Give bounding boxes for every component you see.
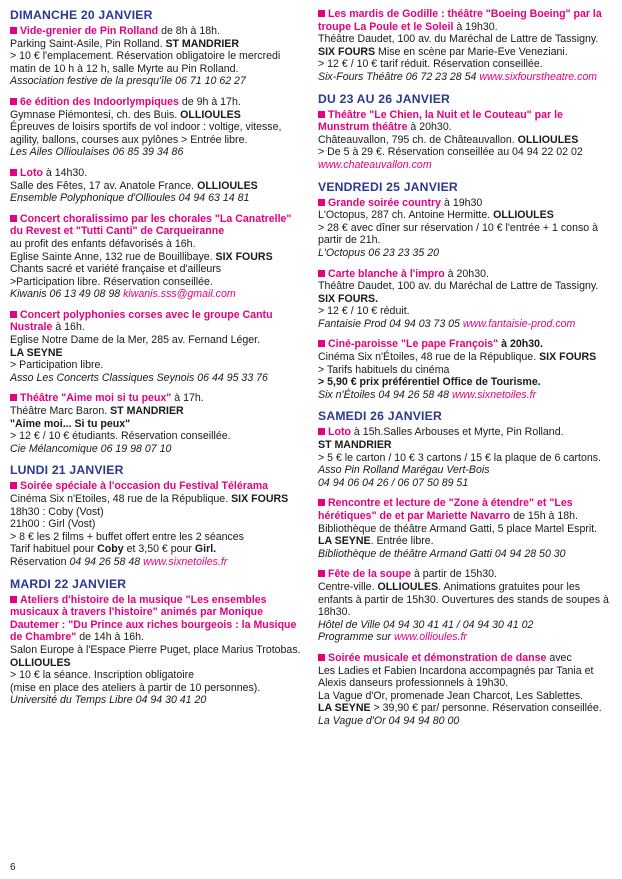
town-name: ST MANDRIER: [110, 405, 184, 418]
organizer-contact: Association festive de la presqu'île 06 71 10 62 27: [10, 75, 246, 88]
event-title: Soirée spéciale à l'occasion du Festival Télérama: [20, 480, 269, 493]
website-link[interactable]: www.chateauvallon.com: [318, 158, 432, 171]
event-title: Théâtre "Le Chien, la Nuit et le Couteau" par le Munstrum théâtre: [318, 108, 563, 134]
website-link[interactable]: www.sixfourstheatre.com: [479, 70, 598, 83]
square-bullet-icon: [10, 169, 17, 176]
event-fete-soupe: Fête de la soupe à partir de 15h30. Centre-ville. OLLIOULES. Animations gratuites pour les enfants à partir de 15h30. Ouvertures des stands de soupes à 18h30. Hôtel de Ville 04 94 30 41 41 / 04 94 30 41 02 Programme sur www.ollioules.fr: [318, 568, 616, 644]
organizer-contact: Ensemble Polyphonique d'Ollioules 04 94 63 14 81: [10, 192, 250, 205]
town-name: SIX FOURS: [231, 493, 289, 505]
organizer-contact: La Vague d'Or 04 94 94 80 00: [318, 714, 460, 727]
town-name: SIX FOURS.: [318, 292, 379, 305]
event-title: Fête de la soupe: [328, 568, 412, 581]
square-bullet-icon: [10, 482, 17, 489]
event-title: Concert polyphonies corses avec le groupe Cantu Nustrale: [10, 308, 273, 334]
square-bullet-icon: [318, 428, 325, 435]
website-link[interactable]: www.sixnetoiles.fr: [143, 555, 228, 568]
organizer-contact: Cie Mélancomique 06 19 98 07 10: [10, 442, 172, 455]
day-heading: DU 23 AU 26 JANVIER: [318, 91, 451, 106]
town-name: OLLIOULES: [197, 179, 258, 192]
event-concert-polyphonies: Concert polyphonies corses avec le groupe Cantu Nustrale à 16h. Eglise Notre Dame de la Mer, 285 av. Fernand Léger. LA SEYNE > Participation libre. Asso Les Concerts Classiques Seynois 06 44 95 33 76: [10, 309, 306, 385]
day-heading: VENDREDI 25 JANVIER: [318, 179, 458, 194]
square-bullet-icon: [318, 654, 325, 661]
town-name: OLLIOULES: [493, 209, 554, 222]
square-bullet-icon: [10, 311, 17, 318]
organizer-contact: Asso Les Concerts Classiques Seynois 06 44 95 33 76: [10, 371, 268, 384]
town-name: ST MANDRIER: [165, 37, 240, 50]
event-indoorlympiques: 6e édition des Indoorlympiques de 9h à 17h. Gymnase Piémontesi, ch. des Buis. OLLIOULES Épreuves de loisirs sportifs de vol indoor : voltige, vitesse, agility, ballons, courses aux pylônes > Entrée libre. Les Ailes Ollioulaises 06 85 39 34 86: [10, 96, 306, 159]
right-column: [318, 8, 616, 736]
event-theatre-le-chien: Théâtre "Le Chien, la Nuit et le Couteau" par le Munstrum théâtre à 20h30. Châteauvallon, 795 ch. de Châteauvallon. OLLIOULES > De 5 à 29 €. Réservation conseillée au 04 94 22 02 02 www.chateauvallon.com: [318, 109, 616, 172]
square-bullet-icon: [318, 570, 325, 577]
event-title: Grande soirée country: [328, 196, 442, 209]
event-carte-blanche-impro: Carte blanche à l'impro à 20h30. Théâtre Daudet, 100 av. du Maréchal de Lattre de Tassigny. SIX FOURS. > 12 € / 10 € réduit. Fantaisie Prod 04 94 03 73 05 www.fantaisie-prod.com: [318, 268, 616, 331]
town-name: OLLIOULES: [10, 656, 71, 669]
day-heading: MARDI 22 JANVIER: [10, 576, 127, 591]
event-theatre-aime-moi: Théâtre "Aime moi si tu peux" à 17h. Théâtre Marc Baron. ST MANDRIER "Aime moi... Si tu peux" > 12 € / 10 € étudiants. Réservation conseillée. Cie Mélancomique 06 19 98 07 10: [10, 392, 306, 455]
organizer-contact: Les Ailes Ollioulaises 06 85 39 34 86: [10, 146, 184, 159]
town-name: LA SEYNE: [10, 346, 63, 359]
event-title: Vide-grenier de Pin Rolland: [20, 25, 159, 37]
event-title: Théâtre "Aime moi si tu peux": [20, 392, 172, 405]
square-bullet-icon: [318, 10, 325, 17]
event-soiree-country: Grande soirée country à 19h30 L'Octopus, 287 ch. Antoine Hermitte. OLLIOULES > 28 € avec dîner sur réservation / 10 € l'entrée + 1 conso à partir de 21h. L'Octopus 06 23 23 35 20: [318, 197, 616, 260]
event-title: Loto: [328, 426, 351, 439]
square-bullet-icon: [10, 215, 17, 222]
event-title: Concert choralissimo par les chorales "La Canatrelle" du Revest et "Tutti Canti" de Carqueiranne: [10, 212, 292, 238]
square-bullet-icon: [10, 27, 17, 34]
square-bullet-icon: [318, 499, 325, 506]
event-title: Ciné-paroisse "Le pape François": [328, 338, 499, 351]
website-link[interactable]: www.fantaisie-prod.com: [462, 317, 576, 330]
day-heading: SAMEDI 26 JANVIER: [318, 409, 442, 424]
organizer-contact: Université du Temps Libre 04 94 30 41 20: [10, 694, 207, 707]
event-soiree-telerama: Soirée spéciale à l'occasion du Festival Télérama Cinéma Six n'Etoiles, 48 rue de la République. SIX FOURS 18h30 : Coby (Vost) 21h00 : Girl (Vost) > 8 € les 2 films + buffet offert entre les 2 séances Tarif habituel pour Coby et 3,50 € pour Girl. Réservation 04 94 26 58 48 www.sixnetoiles.fr: [10, 480, 289, 568]
organizer-contact: Six-Fours Théâtre 06 72 23 28 54: [318, 70, 480, 83]
event-concert-choralissimo: Concert choralissimo par les chorales "La Canatrelle" du Revest et "Tutti Canti" de Carqueiranne au profit des enfants défavorisés à 16h. Eglise Sainte Anne, 132 rue de Bouillibaye. SIX FOURS Chants sacré et variété française et d'ailleurs >Participation libre. Réservation conseillée. Kiwanis 06 13 49 08 98 kiwanis.sss@gmail.com: [10, 213, 306, 301]
event-title: Carte blanche à l'impro: [328, 267, 445, 280]
event-title: Les mardis de Godille : théâtre "Boeing Boeing" par la troupe La Poule et le Soleil: [318, 8, 602, 33]
square-bullet-icon: [318, 199, 325, 206]
event-soiree-musicale: Soirée musicale et démonstration de danse avec Les Ladies et Fabien Incardona accompagnés par Tania et Alexis danseurs professionnels à 19h30. La Vague d'Or, promenade Jean Charcot, Les Sablettes. LA SEYNE > 39,90 € par/ personne. Réservation conseillée. La Vague d'Or 04 94 94 80 00: [318, 652, 616, 728]
organizer-contact: Bibliothèque de théâtre Armand Gatti 04 94 28 50 30: [318, 547, 566, 560]
organizer-contact: Six n'Étoiles 04 94 26 58 48: [318, 388, 452, 401]
organizer-contact: L'Octopus 06 23 23 35 20: [318, 246, 440, 259]
square-bullet-icon: [10, 98, 17, 105]
event-rencontre-lecture: Rencontre et lecture de "Zone à étendre" et "Les hérétiques" de et par Mariette Navarro de 15h à 18h. Bibliothèque de théâtre Armand Gatti, 5 place Martel Esprit. LA SEYNE. Entrée libre. Bibliothèque de théâtre Armand Gatti 04 94 28 50 30: [318, 497, 616, 560]
square-bullet-icon: [318, 111, 325, 118]
square-bullet-icon: [10, 394, 17, 401]
left-column: [10, 8, 306, 715]
organizer-contact: Hôtel de Ville 04 94 30 41 41 / 04 94 30 41 02: [318, 618, 534, 631]
town-name: SIX FOURS: [215, 250, 273, 263]
event-cine-paroisse: Ciné-paroisse "Le pape François" à 20h30. Cinéma Six n'Étoiles, 48 rue de la République. SIX FOURS > Tarifs habituels du cinéma > 5,90 € prix préférentiel Office de Tourisme. Six n'Étoiles 04 94 26 58 48 www.sixnetoiles.fr: [318, 338, 597, 401]
event-vide-grenier: Vide-grenier de Pin Rolland de 8h à 18h. Parking Saint-Asile, Pin Rolland. ST MANDRIER > 10 € l'emplacement. Réservation obligatoire le mercredi matin de 10 h à 12 h, salle Myrte au Pin Rolland. Association festive de la presqu'île 06 71 10 62 27: [10, 25, 306, 88]
town-name: OLLIOULES: [517, 133, 579, 146]
event-title: Ateliers d'histoire de la musique "Les ensembles musicaux à travers l'histoire" animés par Monique Dautemer : "Du Prince aux riches bourgeois : la Musique de Chambre": [10, 593, 297, 644]
town-name: LA SEYNE: [318, 702, 371, 715]
event-title: 6e édition des Indoorlympiques: [20, 95, 179, 108]
event-loto: Loto à 14h30. Salle des Fêtes, 17 av. Anatole France. OLLIOULES Ensemble Polyphonique d'Ollioules 04 94 63 14 81: [10, 167, 306, 205]
organizer-contact: 04 94 06 04 26 / 06 07 50 89 51: [318, 476, 469, 489]
town-name: OLLIOULES: [377, 580, 439, 593]
day-heading: DIMANCHE 20 JANVIER: [10, 8, 153, 22]
town-name: SIX FOURS: [539, 351, 597, 364]
event-mardis-godille: Les mardis de Godille : théâtre "Boeing Boeing" par la troupe La Poule et le Soleil à 19h30. Théâtre Daudet, 100 av. du Maréchal de Lattre de Tassigny. SIX FOURS Mise en scène par Marie-Eve Veneziani. > 12 € / 10 € tarif réduit. Réservation conseillée. Six-Fours Théâtre 06 72 23 28 54 www.sixfourstheatre.com: [318, 8, 602, 83]
town-name: ST MANDRIER: [318, 439, 392, 452]
square-bullet-icon: [318, 340, 325, 347]
town-name: SIX FOURS: [318, 45, 376, 58]
town-name: OLLIOULES: [180, 108, 241, 121]
website-link[interactable]: www.ollioules.fr: [393, 631, 467, 644]
event-title: Rencontre et lecture de "Zone à étendre" et "Les hérétiques" de et par Mariette Navarro: [318, 497, 573, 522]
event-title: Soirée musicale et démonstration de danse: [328, 651, 547, 664]
email-link[interactable]: kiwanis.sss@gmail.com: [123, 288, 236, 301]
page-number: 6: [10, 862, 16, 873]
square-bullet-icon: [318, 270, 325, 277]
town-name: LA SEYNE: [318, 535, 371, 548]
organizer-contact: Fantaisie Prod 04 94 03 73 05: [318, 317, 463, 330]
event-ateliers-histoire-musique: Ateliers d'histoire de la musique "Les ensembles musicaux à travers l'histoire" animés par Monique Dautemer : "Du Prince aux riches bourgeois : la Musique de Chambre" de 14h à 16h. Salon Europe à l'Espace Pierre Puget, place Marius Trotobas. OLLIOULES > 10 € la séance. Inscription obligatoire (mise en place des ateliers à partir de 10 personnes). Université du Temps Libre 04 94 30 41 20: [10, 594, 306, 707]
square-bullet-icon: [10, 596, 17, 603]
organizer-contact: Kiwanis 06 13 49 08 98 kiwanis.sss@gmail.com: [10, 288, 236, 301]
event-title: Loto: [20, 166, 43, 179]
website-link[interactable]: www.sixnetoiles.fr: [451, 388, 537, 401]
day-heading: LUNDI 21 JANVIER: [10, 463, 124, 478]
event-loto-pin-rolland: Loto à 15h.Salles Arbouses et Myrte, Pin Rolland. ST MANDRIER > 5 € le carton / 10 € 3 cartons / 15 € la plaque de 6 cartons. Asso Pin Rolland Marégau Vert-Bois 04 94 06 04 26 / 06 07 50 89 51: [318, 426, 616, 489]
